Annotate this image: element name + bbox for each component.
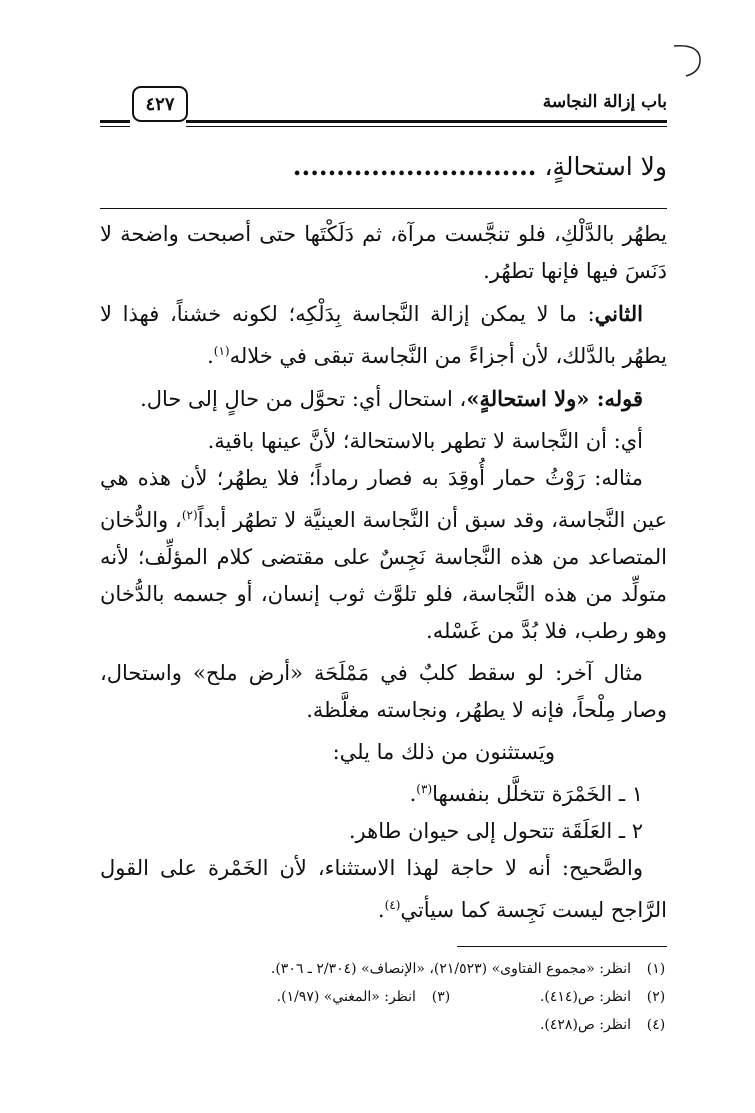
footnote: (١) انظر: «مجموع الفتاوى» (٢١/٥٢٣)، «الإنصاف» (٢/٣٠٤ ـ ٣٠٦). bbox=[270, 961, 666, 977]
page-number: ٤٢٧ bbox=[132, 86, 188, 122]
header-rule bbox=[100, 126, 130, 127]
footnote-ref: (١) bbox=[213, 344, 230, 358]
header-rule bbox=[100, 120, 130, 123]
paragraph: الثاني: ما لا يمكن إزالة النَّجاسة بِدَلْكِه؛ لكونه خشناً، فهذا لا يطهُر بالدَّلك، لأن أجزاءً من النَّجاسة تبقى في خلاله$^{(١)}$. bbox=[100, 301, 667, 368]
footnotes bbox=[100, 955, 667, 1039]
page-corner-mark bbox=[668, 40, 708, 80]
footnote: (٢) انظر: ص(٤١٤). (٣) انظر: «المغني» (١/٩٧). bbox=[276, 989, 666, 1005]
paragraph: أي: أن النَّجاسة لا تطهر بالاستحالة؛ لأنَّ عينها باقية. bbox=[207, 429, 643, 453]
matn-dots: ............................ bbox=[292, 152, 537, 181]
footnote-ref: (٤) bbox=[384, 898, 401, 912]
footnote-ref: (٢) bbox=[181, 508, 198, 522]
header-rule bbox=[186, 126, 667, 127]
quoted-matn: قوله: «ولا استحالةٍ» bbox=[466, 386, 643, 411]
paragraph: ويَستثنون من ذلك ما يلي: bbox=[332, 740, 555, 764]
footnote-separator bbox=[457, 946, 667, 947]
paragraph: مثال آخر: لو سقط كلبٌ في مَمْلَحَة «أرض ملح» واستحال، وصار مِلْحاً، فإنه لا يطهُر، ونجاسته مغلَّظة. bbox=[100, 661, 667, 722]
list-item: ١ ـ الخَمْرَة تتخلَّل بنفسها$^{(٣)}$. bbox=[409, 782, 643, 806]
paragraph: والصَّحيح: أنه لا حاجة لهذا الاستثناء، لأن الخَمْرة على القول الرَّاجح ليست نَجِسة كما سيأتي$^{(٤)}$. bbox=[100, 856, 667, 922]
paragraph: مثاله: رَوْثُ حمار أُوقِدَ به فصار رماداً؛ فلا يطهُر؛ لأن هذه هي عين النَّجاسة، وقد سبق أن النَّجاسة العينيَّة لا تطهُر أبداً$^{(٢)}$، والدُّخان المتصاعد من هذه النَّجاسة نَجِسٌ على مقتضى كلام المؤلِّف؛ لأنه متولِّد من هذه النَّجاسة، فلو تلوَّث ثوب إنسان، أو جسمه بالدُّخان وهو رطب، فلا بُدَّ من غَسْله. bbox=[100, 466, 668, 643]
paragraph: قوله: «ولا استحالةٍ»، استحال أي: تحوَّل من حالٍ إلى حال. bbox=[140, 386, 643, 411]
paragraph: يطهُر بالدَّلْكِ، فلو تنجَّست مرآة، ثم دَلَكْتَها حتى أصبحت واضحة لا دَنَسَ فيها فإنها تطهُر. bbox=[100, 222, 667, 283]
footnote: (٤) انظر: ص(٤٢٨). bbox=[539, 1017, 666, 1033]
matn-separator bbox=[100, 208, 667, 209]
term-label: الثاني bbox=[594, 301, 643, 326]
list-item: ٢ ـ العَلَقَة تتحول إلى حيوان طاهر. bbox=[348, 819, 643, 843]
header-rule bbox=[186, 120, 667, 123]
matn-text: ولا استحالةٍ، bbox=[544, 152, 667, 181]
chapter-title: باب إزالة النجاسة bbox=[542, 92, 667, 112]
footnote-ref: (٣) bbox=[416, 782, 433, 796]
commentary-body bbox=[100, 216, 667, 929]
matn-line bbox=[100, 150, 667, 184]
page-header bbox=[100, 86, 667, 130]
